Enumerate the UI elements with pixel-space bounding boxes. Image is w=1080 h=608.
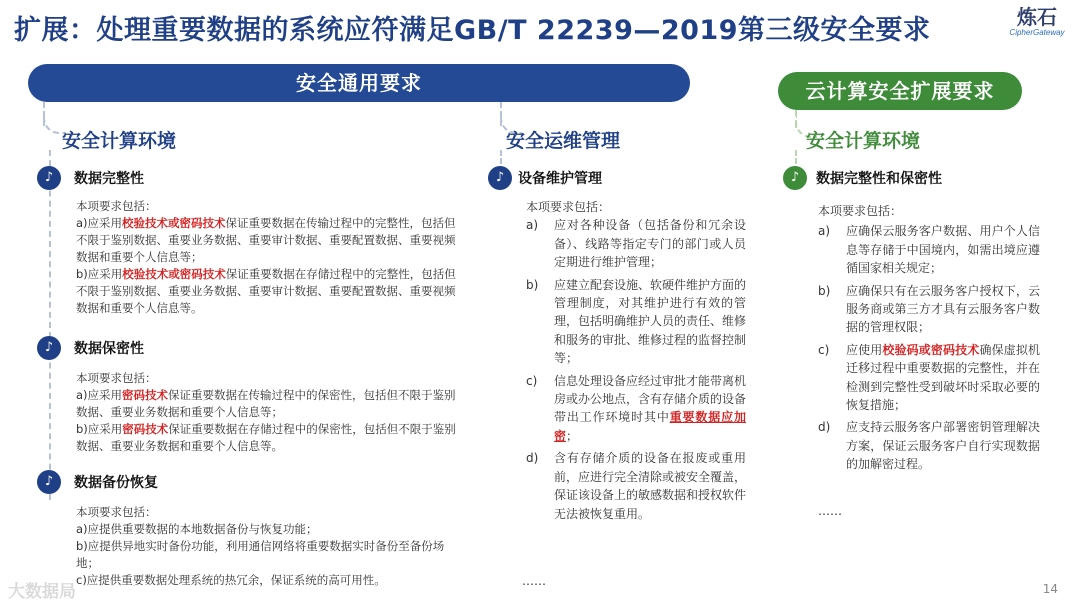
cloud-body (818, 202, 1040, 474)
requirement-b: b) 应确保只有在云服务客户授权下，云服务商或第三方才具有云服务客户数据的管理权限； (818, 283, 1040, 335)
highlight-text: 校验码或密码技术 (882, 342, 980, 357)
item-heading-confidentiality: 数据保密性 (74, 341, 144, 357)
timeline-line (49, 150, 51, 500)
watermark: 大数据局 (8, 582, 76, 602)
page-title: 扩展：处理重要数据的系统应符满足GB/T 22239—2019第三级安全要求 (14, 15, 931, 46)
requirement-d: d) 含有存储介质的设备在报废或重用前，应进行完全清除或被安全覆盖，保证该设备上的敏感数据和授权软件无法被恢复重用。 (526, 451, 747, 521)
requirement-a: a) 应对各种设备（包括备份和冗余设备）、线路等指定专门的部门或人员定期进行维护管理； (526, 218, 746, 270)
intro-text: 本项要求包括： (76, 371, 157, 385)
logo (1006, 6, 1068, 37)
item-heading-maintenance: 设备维护管理 (518, 171, 602, 187)
requirement-b: b)应采用校验技术或密码技术保证重要数据在存储过程中的完整性，包括但不限于鉴别数据、重要业务数据、重要审计数据、重要配置数据、重要视频数据和重要个人信息等。 (76, 267, 456, 315)
music-note-icon: ♪ (37, 166, 61, 190)
page-number: 14 (1042, 582, 1058, 596)
requirement-c: c) 应使用校验码或密码技术确保虚拟机迁移过程中重要数据的完整性，并在检测到完整性受到破坏时采取必要的恢复措施； (818, 342, 1040, 413)
intro-text: 本项要求包括： (76, 505, 157, 519)
item-heading-integrity: 数据完整性 (74, 171, 144, 187)
music-note-icon: ♪ (37, 470, 61, 494)
requirement-b: b)应采用密码技术保证重要数据在存储过程中的保密性，包括但不限于鉴别数据、重要业务数据和重要个人信息等。 (76, 422, 456, 453)
requirement-b: b) 应建立配套设施、软硬件维护方面的管理制度，对其维护进行有效的管理，包括明确维护人员的责任、维修和服务的审批、维修过程的监督控制等； (526, 277, 747, 366)
logo-cn: 炼石 (1017, 5, 1057, 29)
section-compute-environment: 安全计算环境 (62, 130, 177, 152)
music-note-icon: ♪ (37, 336, 61, 360)
integrity-body (76, 198, 456, 317)
backup-body (76, 504, 456, 589)
band-general-requirements: 安全通用要求 (28, 64, 690, 102)
section-ops-management: 安全运维管理 (506, 130, 621, 152)
ellipsis: …… (522, 574, 546, 588)
intro-text: 本项要求包括： (526, 200, 611, 214)
item-heading-cloud-data: 数据完整性和保密性 (816, 171, 942, 187)
requirement-a: a)应提供重要数据的本地数据备份与恢复功能； (76, 522, 318, 536)
requirement-d: d) 应支持云服务客户部署密钥管理解决方案，保证云服务客户自行实现数据的加解密过程。 (818, 420, 1040, 472)
section-cloud-compute-environment: 安全计算环境 (806, 130, 921, 152)
ellipsis: …… (818, 504, 842, 518)
music-note-icon: ♪ (783, 166, 807, 190)
highlight-text: 密码技术 (122, 388, 169, 402)
intro-text: 本项要求包括： (76, 199, 157, 213)
band-cloud-requirements: 云计算安全扩展要求 (778, 72, 1022, 110)
highlight-text: 校验技术或密码技术 (122, 216, 226, 230)
highlight-text: 校验技术或密码技术 (122, 267, 226, 281)
requirement-a: a) 应确保云服务客户数据、用户个人信息等存储于中国境内，如需出境应遵循国家相关规定； (818, 224, 1040, 276)
highlight-text: 密码技术 (122, 422, 169, 436)
requirement-c: c)应提供重要数据处理系统的热冗余，保证系统的高可用性。 (76, 573, 386, 587)
logo-en: CipherGateway (1009, 28, 1065, 37)
highlight-text: 重要数据应加密 (554, 410, 746, 443)
item-heading-backup: 数据备份恢复 (74, 475, 158, 491)
maintenance-body (526, 198, 746, 523)
requirement-a: a)应采用密码技术保证重要数据在传输过程中的保密性，包括但不限于鉴别数据、重要业务数据和重要个人信息等； (76, 388, 456, 419)
music-note-icon: ♪ (488, 166, 512, 190)
requirement-a: a)应采用校验技术或密码技术保证重要数据在传输过程中的完整性，包括但不限于鉴别数据、重要业务数据、重要审计数据、重要配置数据、重要视频数据和重要个人信息等； (76, 216, 456, 264)
requirement-c: c) 信息处理设备应经过审批才能带离机房或办公地点，含有存储介质的设备带出工作环境时其中重要数据应加密； (526, 373, 747, 443)
confidentiality-body (76, 370, 456, 455)
requirement-b: b)应提供异地实时备份功能，利用通信网络将重要数据实时备份至备份场地； (76, 539, 445, 570)
intro-text: 本项要求包括： (818, 204, 903, 218)
